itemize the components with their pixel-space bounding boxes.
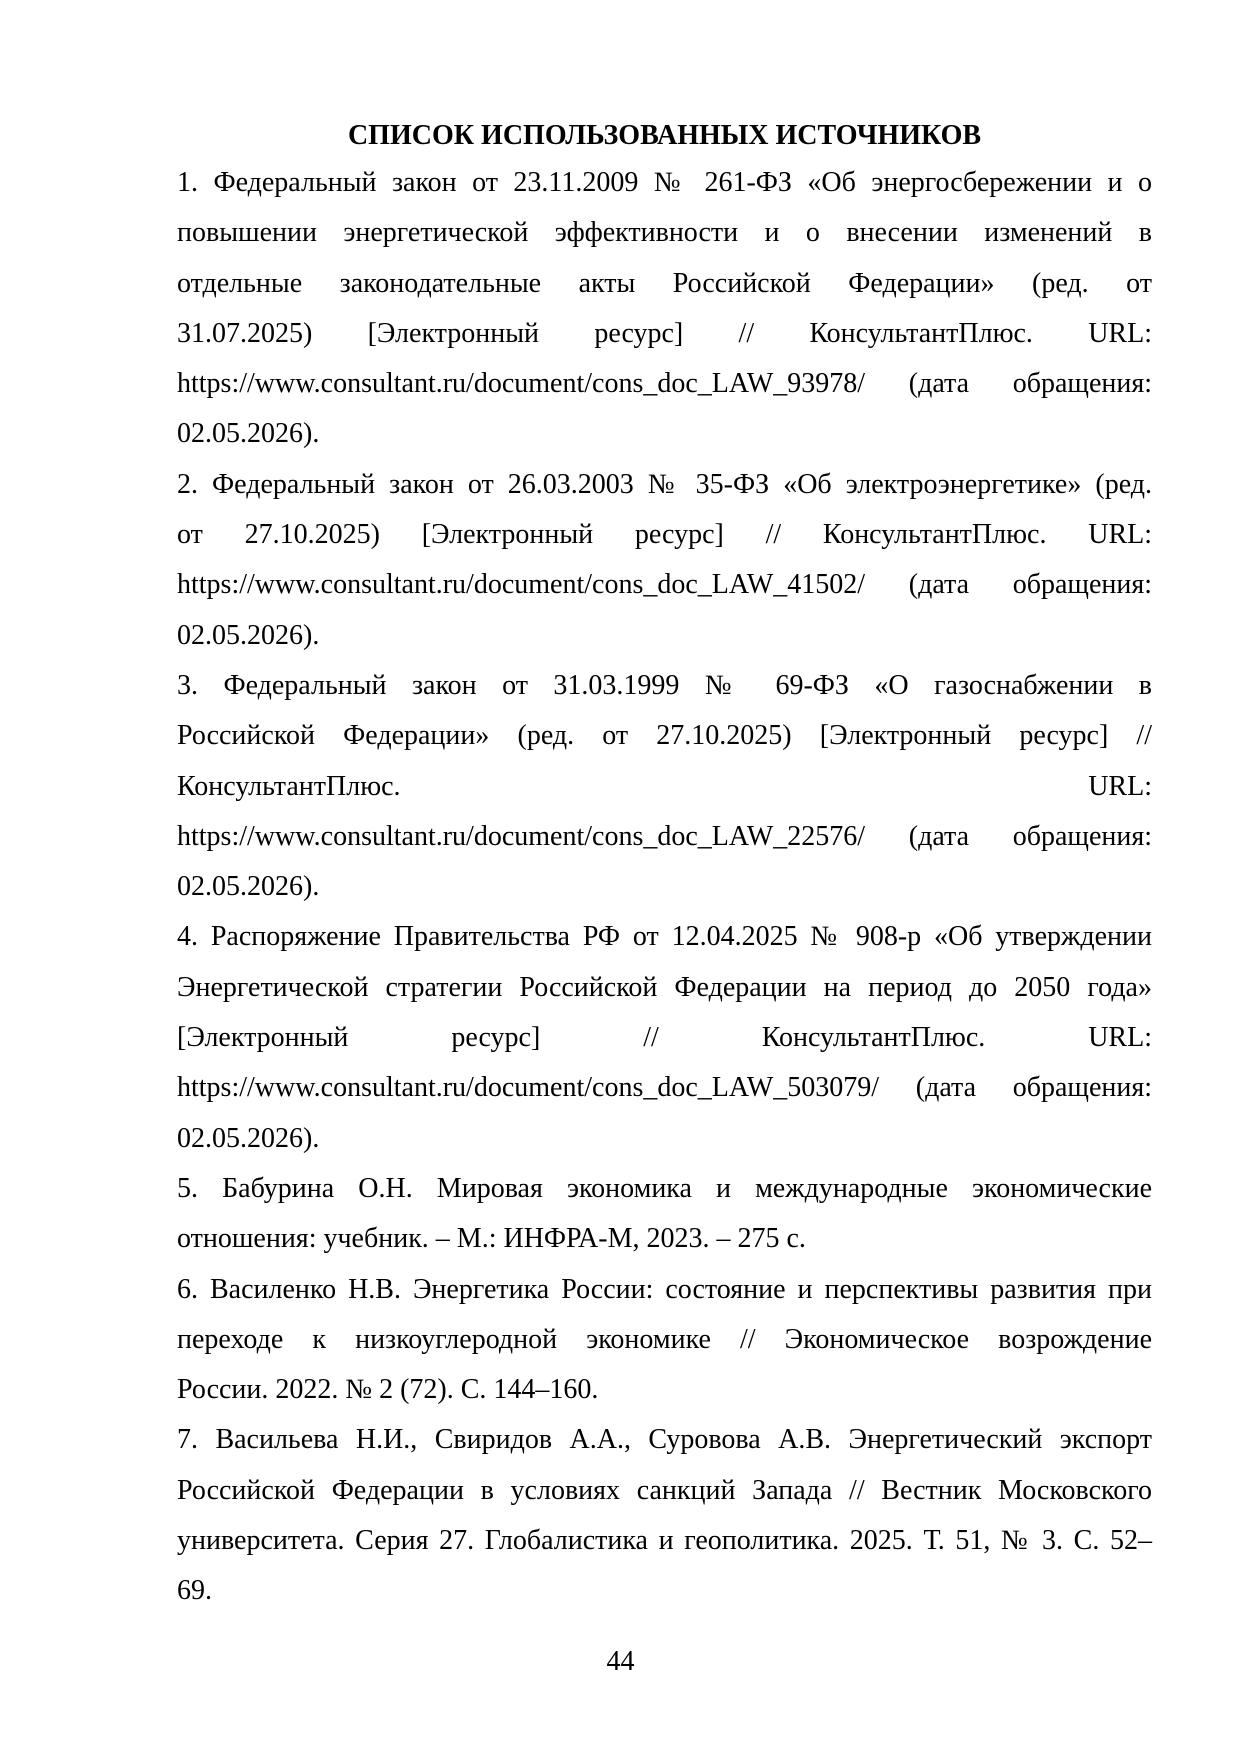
entry-line: 02.05.2026). bbox=[177, 871, 320, 903]
entry-line: от 27.10.2025) [Электронный ресурс] // КонсультантПлюс. URL: bbox=[177, 519, 1152, 551]
page-title: СПИСОК ИСПОЛЬЗОВАННЫХ ИСТОЧНИКОВ bbox=[347, 120, 982, 151]
entry-line: 02.05.2026). bbox=[177, 619, 320, 651]
entry-line: 6. Василенко Н.В. Энергетика России: состояние и перспективы развития при bbox=[177, 1273, 1152, 1305]
bibliography-entry-4 bbox=[177, 912, 1152, 1163]
entry-line: https://www.consultant.ru/document/cons_doc_LAW_22576/ (дата обращения: bbox=[177, 820, 1152, 852]
entry-line: 02.05.2026). bbox=[177, 418, 320, 450]
entry-line: https://www.consultant.ru/document/cons_doc_LAW_503079/ (дата обращения: bbox=[177, 1072, 1152, 1104]
entry-line: 5. Бабурина О.Н. Мировая экономика и международные экономические bbox=[177, 1172, 1152, 1204]
bibliography-entry-2 bbox=[177, 460, 1152, 661]
entry-line: 69. bbox=[177, 1575, 212, 1607]
entry-line: 3. Федеральный закон от 31.03.1999 № 69-ФЗ «О газоснабжении в bbox=[177, 669, 1152, 701]
entry-line: Российской Федерации» (ред. от 27.10.2025) [Электронный ресурс] // bbox=[177, 720, 1152, 752]
bibliography-entry-3 bbox=[177, 661, 1152, 912]
entry-line: 1. Федеральный закон от 23.11.2009 № 261-ФЗ «Об энергосбережении и о bbox=[177, 167, 1152, 198]
entry-line: 7. Васильева Н.И., Свиридов А.А., Суровова А.В. Энергетический экспорт bbox=[177, 1424, 1152, 1456]
page-number: 44 bbox=[606, 1646, 635, 1677]
bibliography-entry-6 bbox=[177, 1265, 1152, 1416]
entry-line: 4. Распоряжение Правительства РФ от 12.04.2025 № 908-р «Об утверждении bbox=[177, 921, 1152, 953]
entry-line: Российской Федерации в условиях санкций Запада // Вестник Московского bbox=[177, 1474, 1152, 1506]
bibliography-list bbox=[177, 158, 1152, 1617]
entry-line: 2. Федеральный закон от 26.03.2003 № 35-ФЗ «Об электроэнергетике» (ред. bbox=[177, 468, 1152, 500]
entry-line: https://www.consultant.ru/document/cons_doc_LAW_41502/ (дата обращения: bbox=[177, 569, 1152, 601]
entry-line: 31.07.2025) [Электронный ресурс] // КонсультантПлюс. URL: bbox=[177, 317, 1152, 349]
bibliography-entry-5 bbox=[177, 1164, 1152, 1265]
entry-line: отдельные законодательные акты Российской Федерации» (ред. от bbox=[177, 267, 1152, 299]
entry-line: 02.05.2026). bbox=[177, 1122, 320, 1154]
entry-line: повышении энергетической эффективности и о внесении изменений в bbox=[177, 217, 1152, 249]
bibliography-entry-1 bbox=[177, 158, 1152, 460]
entry-line: КонсультантПлюс. URL: bbox=[177, 770, 1152, 802]
entry-line: https://www.consultant.ru/document/cons_doc_LAW_93978/ (дата обращения: bbox=[177, 368, 1152, 400]
entry-line: университета. Серия 27. Глобалистика и геополитика. 2025. Т. 51, № 3. С. 52– bbox=[177, 1525, 1152, 1557]
bibliography-entry-7 bbox=[177, 1415, 1152, 1616]
entry-line: Энергетической стратегии Российской Федерации на период до 2050 года» bbox=[177, 971, 1152, 1003]
entry-line: России. 2022. № 2 (72). С. 144–160. bbox=[177, 1374, 599, 1406]
entry-line: [Электронный ресурс] // КонсультантПлюс. URL: bbox=[177, 1022, 1152, 1054]
entry-line: отношения: учебник. – М.: ИНФРА-М, 2023. – 275 с. bbox=[177, 1223, 806, 1255]
entry-line: переходе к низкоуглеродной экономике // Экономическое возрождение bbox=[177, 1323, 1152, 1355]
